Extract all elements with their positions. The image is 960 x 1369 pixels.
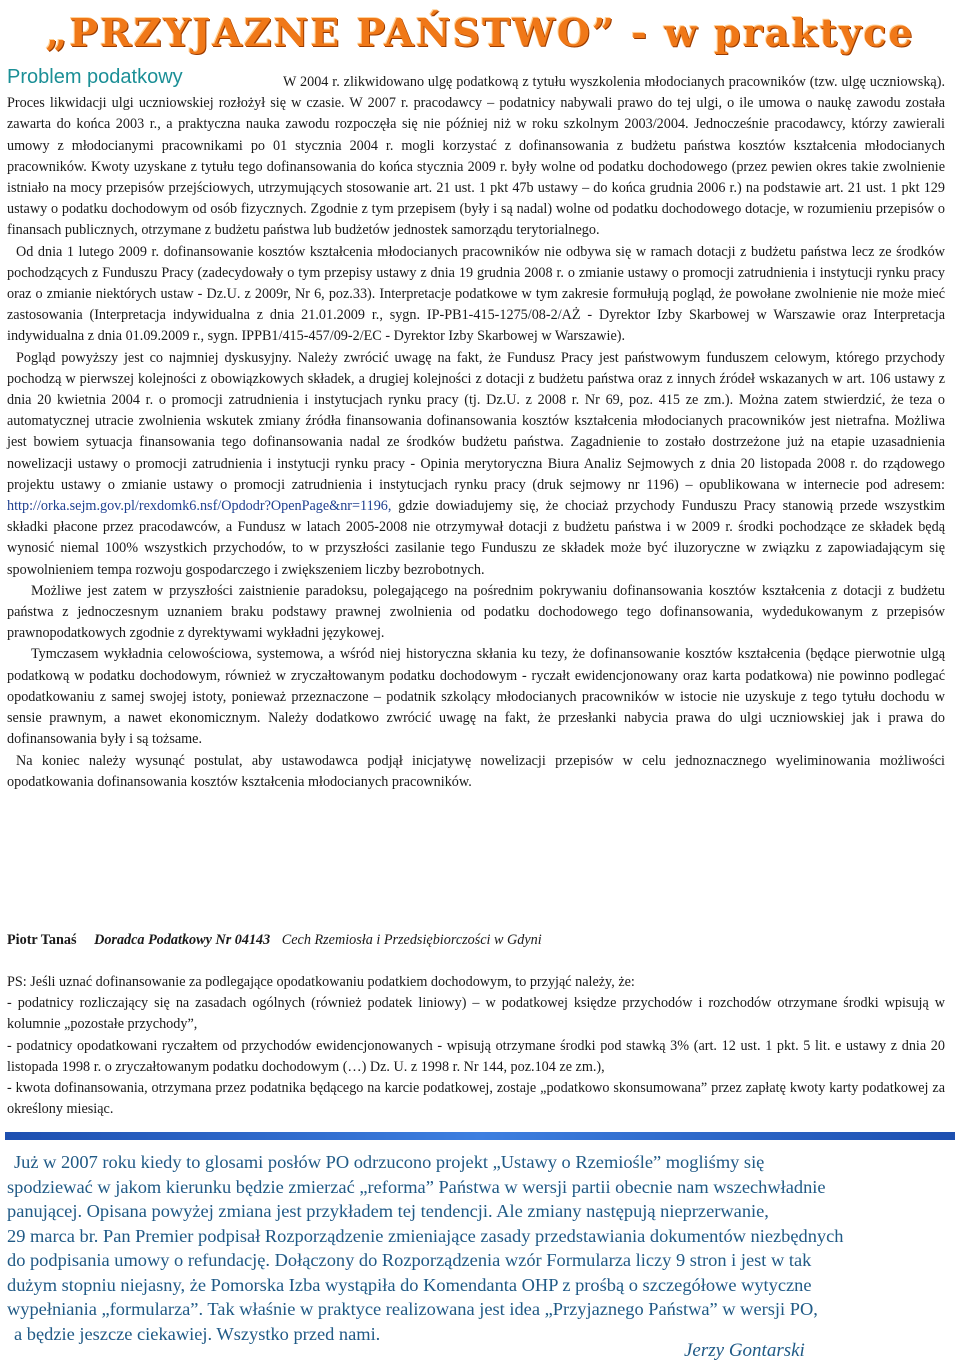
paragraph: [7, 348, 945, 581]
page-title: „PRZYJAZNE PAŃSTWO” - w praktyce: [45, 10, 915, 55]
paragraph: Możliwe jest zatem w przyszłości zaistnienie paradoksu, polegającego na pośrednim pokrywaniu dofinansowania kosztów kształcenia z dotacji z budżetu państwa z jednoczesnym uznaniem braku podstawy prawnej zwolnienia od podatku dochodowego tego dofinansowania, wydedukowanym z przepisów prawnopodatkowych zgodnie z dyrektywami wykładni językowej.: [7, 582, 945, 642]
paragraph: Od dnia 1 lutego 2009 r. dofinansowanie kosztów kształcenia młodocianych pracowników nie odbywa się w ramach dotacji z budżetu państwa lecz ze środków pochodzących z Funduszu Pracy (zadecydowały o tym przepisy ustawy z dnia 19 grudnia 2008 r. o zmianie ustawy o promocji zatrudnienia i instytucji rynku pracy oraz o zmianie niektórych ustaw - Dz.U. z 2009r, Nr 6, poz.33). Interpretacje podatkowe w tym zakresie formułują pogląd, że powołane zwolnienie nie może mieć zastosowania (Interpretacja indywidualna z dnia 21.01.2009 r., sygn. IP-PB1-415-1275/08-2/AŻ - Dyrektor Izby Skarbowej w Warszawie oraz Interpretacja indywidualna z dnia 01.09.2009 r., sygn. IPPB1/415-457/09-2/EC - Dyrektor Izby Skarbowej w Warszawie).: [7, 243, 945, 345]
footer-commentary: [7, 1150, 947, 1346]
paragraph: W 2004 r. zlikwidowano ulgę podatkową z tytułu wyszkolenia młodocianych pracowników (tzw. ulgę uczniowską). Proces likwidacji ulgi uczniowskiej rozłożył się w czasie. W 2007 r. pracodawcy – podatnicy nabywali prawo do tej ulgi, o ile umowa o naukę zawodu została zawarta do końca 2003 r., a praktyczna nauka zawodu rozpoczęła się nie później niż w roku szkolnym 2003/2004. Jednocześnie pracodawcy, którzy zawierali umowy z młodocianymi pracownikami po 01 stycznia 2004 r. mogli korzystać z dofinansowania z budżetu państwa kosztów kształcenia młodocianych pracowników. Kwoty uzyskane z tytułu tego dofinansowania do końca stycznia 2009 r. były wolne od podatku dochodowego (przez pewien okres takie zwolnienie istniało na mocy przepisów przejściowych, utrzymujących stosowanie art. 21 ust. 1 pkt 47b ustawy – do końca grudnia 2006 r.) na podstawie art. 21 ust. 1 pkt 129 ustawy o podatku dochodowym od osób fizycznych. Zgodnie z tym przepisem (były i są nadal) wolne od podatku dochodowego dotacje, w rozumieniu przepisów o finansach publicznych, otrzymane z budżetu państwa lub budżetów jednostek samorządu terytorialnego.: [7, 74, 945, 239]
article-body: [7, 72, 945, 793]
paragraph: Tymczasem wykładnia celowościowa, systemowa, a wśród niej historyczna skłania ku tezy, że dofinansowanie kosztów kształcenia (będące pierwotnie ulgą podatkową w podatku dochodowym, również w zryczałtowanym podatku dochodowym - ryczałt ewidencjonowany oraz karta podatkowa) nie powinno podlegać opodatkowaniu z samej swojej istoty, ponieważ przeznaczone – podatnik szkolący młodocianych pracowników w istocie nie uzyskuje z tego tytułu dochodu w sensie prawnym, a nawet ekonomicznym. Należy dodatkowo zwrócić uwagę na fakt, że przesłanki nabycia prawa do ulgi uczniowskiej jak i prawa do dofinansowania były i są tożsame.: [7, 646, 945, 748]
paragraph: Na koniec należy wysunąć postulat, aby ustawodawca podjął inicjatywę nowelizacji przepisów w celu jednoznacznego wyeliminowania możliwości opodatkowania dofinansowania kosztów kształcenia młodocianych pracowników.: [7, 752, 945, 790]
footer-line: spodziewać w jakom kierunku będzie zmierzać „reforma” Państwa w wersji partii obecnie nam wszechwładnie: [7, 1176, 826, 1197]
footer-line: wypełniania „formularza”. Tak właśnie w praktyce realizowana jest idea „Przyjaznego Państwa” w wersji PO,: [7, 1299, 818, 1319]
footer-line: a będzie jeszcze ciekawiej. Wszystko przed nami.: [14, 1323, 381, 1344]
ps-line: PS: Jeśli uznać dofinansowanie za podlegające opodatkowaniu podatkiem dochodowym, to przyjąć należy, że:: [7, 974, 635, 990]
url-link[interactable]: http://orka.sejm.gov.pl/rexdomk6.nsf/Opdodr?OpenPage&nr=1196,: [7, 498, 392, 515]
author-signature: [7, 932, 542, 949]
ps-line: - podatnicy opodatkowani ryczałtem od przychodów ewidencjonowanych - wpisują otrzymane środki pod stawką 3% (art. 12 ust. 1 pkt. 5 lit. e ustawy z dnia 20 listopada 1998 r. o zryczałtowanym podatku dochodowym (…) Dz. U. z 1998 r. Nr 144, poz.104 ze zm.),: [7, 1037, 945, 1075]
ps-line: - podatnicy rozliczający się na zasadach ogólnych (również podatek liniowy) – w podatkowej księdze przychodów i rozchodów otrzymane środki wpisują w kolumnie „pozostałe przychody”,: [7, 995, 945, 1033]
footer-line: do podpisania umowy o refundację. Dołączony do Rozporządzenia wzór Formularza liczy 9 stron i jest w tak: [7, 1250, 812, 1270]
author-organization: Cech Rzemiosła i Przedsiębiorczości w Gdyni: [281, 932, 542, 948]
author-role: Doradca Podatkowy Nr 04143: [94, 932, 271, 948]
divider-bar: [5, 1132, 955, 1140]
postscript: [7, 972, 945, 1120]
footer-line: 29 marca br. Pan Premier podpisał Rozporządzenie zmieniające zasady przedstawiania dokumentów niezbędnych: [7, 1225, 844, 1246]
author-name: Piotr Tanaś: [7, 932, 77, 948]
ps-line: - kwota dofinansowania, otrzymana przez podatnika będącego na karcie podatkowej, zostaje „podatkowo skonsumowana” przez zapłatę kwoty karty podatkowej za określony miesiąc.: [7, 1080, 945, 1118]
paragraph-text: Pogląd powyższy jest co najmniej dyskusyjny. Należy zwrócić uwagę na fakt, że Fundusz Pracy jest państwowym funduszem celowym, którego przychody pochodzą w pierwszej kolejności z obowiązkowych składek, a drugiej kolejności z dotacji z budżetu państwa oraz z innych źródeł wskazanych w art. 106 ustawy z dnia 20 kwietnia 2004 r. o promocji zatrudnienia i instytucjach rynku pracy (tj. Dz.U. z 2008 r. Nr 69, poz. 415 ze zm.). Można zatem stwierdzić, że teza o automatycznej utracie zwolnienia wskutek zmiany źródła finansowania dofinansowania kosztów kształcenia młodocianych pracowników jest nietrafna. Możliwa jest bowiem sytuacja finansowania tego dofinansowania nadal ze środków budżetu państwa. Zagadnienie to zostało dostrzeżone już na etapie uzasadnienia nowelizacji ustawy o promocji zatrudnienia i instytucji rynku pracy - Opinia merytoryczna Biura Analiz Sejmowych z dnia 20 listopada 2008 r. do rządowego projektu ustawy o zmianie ustawy o promocji zatrudnienia i instytucjach rynku pracy (druk sejmowy nr 1196) – opublikowana w internecie pod adresem:: [7, 349, 945, 493]
footer-line: dużym stopniu niejasny, że Pomorska Izba wystąpiła do Komendanta OHP z prośbą o szczegółowe wytyczne: [7, 1274, 812, 1295]
footer-signature: Jerzy Gontarski: [684, 1340, 805, 1361]
paragraph-text: gdzie dowiadujemy się, że chociaż przychody Funduszu Pracy stanowią przede wszystkim składki płacone przez pracodawców, a Fundusz w latach 2005-2008 nie otrzymywał dotacji z budżetu państwa i w 2009 r. środki pochodzące ze składek będą wynosić niemal 100% wszystkich przychodów, to w przyszłości zasilanie tego Funduszu ze składek może być iluzoryczne w związku z zapowiadającym się spowolnieniem tempa rozwoju gospodarczego i zwiększeniem liczby bezrobotnych.: [7, 498, 946, 578]
footer-line: panującej. Opisana powyżej zmiana jest przykładem tej tendencji. Ale zmiany następują nieprzerwanie,: [7, 1201, 769, 1221]
footer-line: Już w 2007 roku kiedy to glosami posłów PO odrzucono projekt „Ustawy o Rzemiośle” mogliśmy się: [14, 1152, 765, 1172]
section-label: Problem podatkowy: [7, 66, 183, 88]
